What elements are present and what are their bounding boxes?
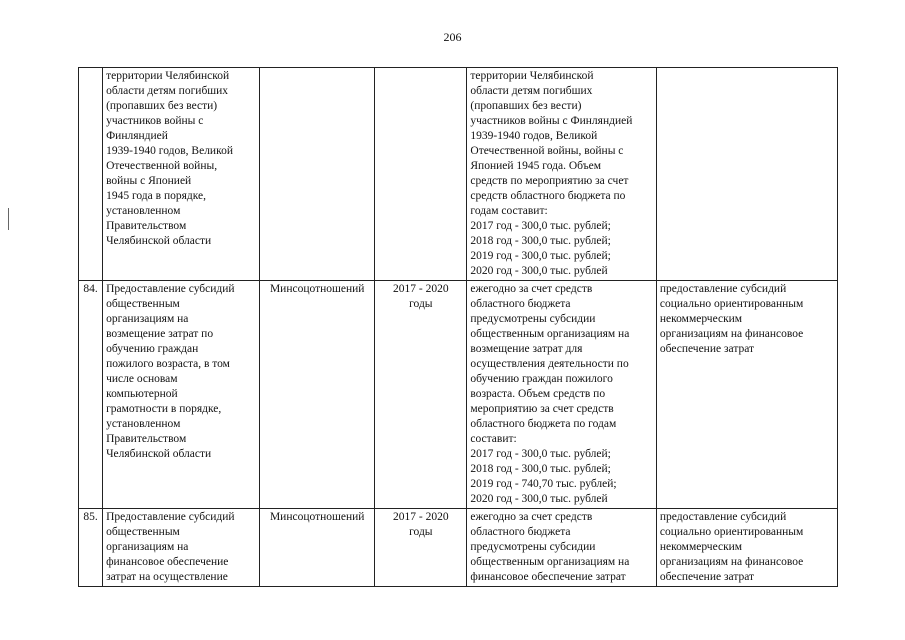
result: предоставление субсидий социально ориентированным некоммерческим организациям на финансовое обеспечение затрат [659, 283, 804, 355]
row-number-cell [79, 68, 103, 281]
description-cell [467, 509, 656, 587]
measure-name: территории Челябинской области детям погибших (пропавших без вести) участников войны с Финляндией 1939-1940 годов, Великой Отечественной войны, войны с Японией 1945 года в порядке, установленном Правительством Челябинской области [106, 70, 233, 247]
table-row [79, 281, 838, 509]
description-cell [467, 68, 656, 281]
term: 2017 - 2020 годы [393, 511, 449, 538]
term-cell [375, 68, 467, 281]
term: 2017 - 2020 годы [393, 283, 449, 310]
measure-name-cell [103, 281, 260, 509]
program-table [78, 67, 838, 587]
executor-cell [260, 68, 375, 281]
measure-name-cell [103, 68, 260, 281]
description: территории Челябинской области детям погибших (пропавших без вести) участников войны с Финляндией 1939-1940 годов, Великой Отечественной войны, войны с Японией 1945 года. Объем средств по мероприятию за счет средств областного бюджета по годам составит: 2017 год - 300,0 тыс. рублей; 2018 год - 300,0 тыс. рублей; 2019 год - 300,0 тыс. рублей; 2020 год - 300,0 тыс. рублей [470, 70, 633, 277]
result-cell [656, 509, 837, 587]
executor-cell [260, 281, 375, 509]
term-cell [375, 281, 467, 509]
row-number: 84. [83, 283, 98, 295]
measure-name-cell [103, 509, 260, 587]
page-number: 206 [443, 30, 462, 44]
term-cell [375, 509, 467, 587]
result: предоставление субсидий социально ориентированным некоммерческим организациям на финансовое обеспечение затрат [659, 511, 804, 583]
row-number-cell [79, 281, 103, 509]
result-cell [656, 68, 837, 281]
row-number: 85. [83, 511, 98, 523]
executor-cell [260, 509, 375, 587]
description: ежегодно за счет средств областного бюджета предусмотрены субсидии общественным организациям на возмещение затрат для осуществления деятельности по обучению граждан пожилого возраста. Объем средств по мероприятию за счет средств областного бюджета по годам составит: 2017 год - 300,0 тыс. рублей; 2018 год - 300,0 тыс. рублей; 2019 год - 740,70 тыс. рублей; 2020 год - 300,0 тыс. рублей [470, 283, 630, 505]
executor: Минсоцотношений [269, 283, 365, 295]
measure-name: Предоставление субсидий общественным организациям на возмещение затрат по обучению граждан пожилого возраста, в том числе основам компьютерной грамотности в порядке, установленном Правительством Челябинской области [106, 283, 235, 460]
executor: Минсоцотношений [269, 511, 365, 523]
description: ежегодно за счет средств областного бюджета предусмотрены субсидии общественным организациям на финансовое обеспечение затрат [470, 511, 630, 583]
table-row [79, 509, 838, 587]
margin-mark [8, 208, 9, 230]
result-cell [656, 281, 837, 509]
description-cell [467, 281, 656, 509]
table-row [79, 68, 838, 281]
row-number-cell [79, 509, 103, 587]
measure-name: Предоставление субсидий общественным организациям на финансовое обеспечение затрат на осуществление [106, 511, 235, 583]
